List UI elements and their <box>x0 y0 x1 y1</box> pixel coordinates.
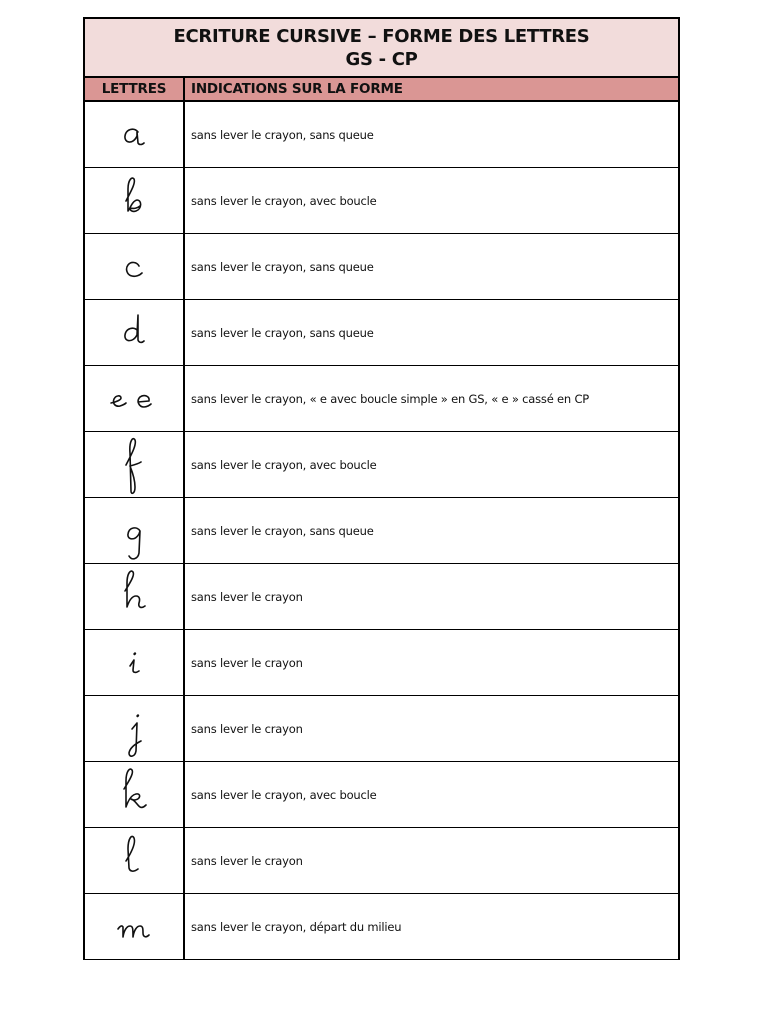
cursive-letter-c <box>104 237 164 297</box>
letter-cell <box>85 564 185 629</box>
indication-text: sans lever le crayon, départ du milieu <box>191 919 402 934</box>
table-row <box>85 762 678 828</box>
table-header <box>85 78 678 102</box>
cursive-letter-i <box>104 633 164 693</box>
indication-text: sans lever le crayon <box>191 853 303 868</box>
letter-cell <box>85 762 185 827</box>
indication-text: sans lever le crayon, sans queue <box>191 259 374 274</box>
table-row <box>85 894 678 960</box>
cursive-letter-e-pair <box>104 369 164 429</box>
column-header-indications: INDICATIONS SUR LA FORME <box>191 81 403 97</box>
cursive-letter-h <box>104 567 164 627</box>
indication-text: sans lever le crayon, avec boucle <box>191 787 377 802</box>
letter-cell <box>85 168 185 233</box>
page-title: ECRITURE CURSIVE – FORME DES LETTRES <box>173 25 590 47</box>
indication-text: sans lever le crayon, sans queue <box>191 325 374 340</box>
letter-cell <box>85 696 185 761</box>
cursive-letter-j <box>104 699 164 759</box>
table-row <box>85 366 678 432</box>
cursive-letter-k <box>104 765 164 825</box>
column-header-letters: LETTRES <box>101 81 167 97</box>
table-row <box>85 564 678 630</box>
letter-cell <box>85 630 185 695</box>
indication-text: sans lever le crayon <box>191 589 303 604</box>
table-row <box>85 432 678 498</box>
page-subtitle: GS - CP <box>345 48 418 70</box>
letter-cell <box>85 894 185 959</box>
cursive-letter-a <box>104 105 164 165</box>
table-row <box>85 696 678 762</box>
letter-cell <box>85 432 185 497</box>
letter-cell <box>85 366 185 431</box>
table-row <box>85 168 678 234</box>
table-row <box>85 102 678 168</box>
table-row <box>85 234 678 300</box>
cursive-letter-l <box>104 831 164 891</box>
table-row <box>85 630 678 696</box>
title-block <box>85 19 678 78</box>
cursive-letters-sheet <box>83 17 680 960</box>
table-row <box>85 498 678 564</box>
cursive-letter-d <box>104 303 164 363</box>
cursive-letter-g <box>104 501 164 561</box>
letter-cell <box>85 498 185 563</box>
indication-text: sans lever le crayon <box>191 721 303 736</box>
cursive-letter-b <box>104 171 164 231</box>
indication-text: sans lever le crayon, avec boucle <box>191 457 377 472</box>
cursive-letter-f <box>104 435 164 495</box>
indication-text: sans lever le crayon, avec boucle <box>191 193 377 208</box>
table-row <box>85 828 678 894</box>
indication-text: sans lever le crayon, sans queue <box>191 127 374 142</box>
cursive-letter-m <box>104 897 164 957</box>
letter-cell <box>85 300 185 365</box>
table-row <box>85 300 678 366</box>
indication-text: sans lever le crayon, sans queue <box>191 523 374 538</box>
letter-cell <box>85 102 185 167</box>
indication-text: sans lever le crayon <box>191 655 303 670</box>
letter-cell <box>85 828 185 893</box>
indication-text: sans lever le crayon, « e avec boucle simple » en GS, « e » cassé en CP <box>191 391 590 406</box>
letter-cell <box>85 234 185 299</box>
